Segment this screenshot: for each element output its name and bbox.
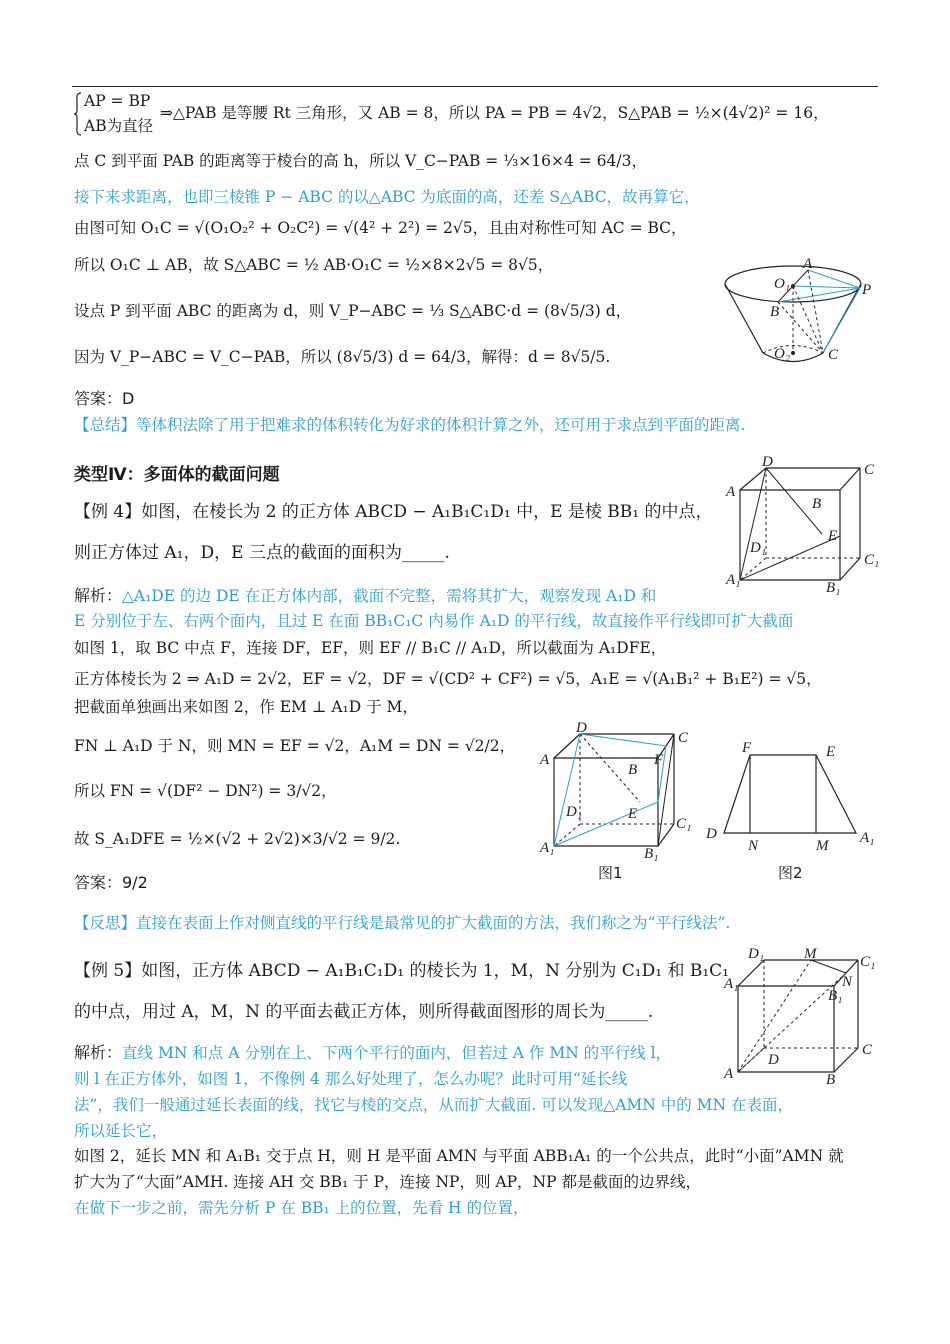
- solution4-line-3: 把截面单独画出来如图 2，作 EM ⊥ A₁D 于 M，: [74, 698, 418, 716]
- solution-line-4: 由图可知 O₁C = √(O₁O₂² + O₂C²) = √(4² + 2²) = 2√5，且由对称性可知 AC = BC，: [74, 219, 687, 237]
- solution-line-5: 所以 O₁C ⊥ AB，故 S△ABC = ½ AB·O₁C = ½×8×2√5 = 8√5，: [74, 256, 554, 274]
- solution5-line-1: 如图 2，延长 MN 和 A₁B₁ 交于点 H，则 H 是平面 AMN 与平面 ABB₁A₁ 的一个公共点，此时“小面”AMN 就: [74, 1147, 844, 1165]
- top-rule: [72, 86, 878, 87]
- brace-icon: [74, 92, 82, 136]
- system-top: AP = BP: [84, 92, 151, 110]
- reflection-tag: 【反思】: [74, 914, 137, 932]
- cube-figure-ex4: [726, 456, 886, 596]
- cube-figure-ex5: [724, 944, 884, 1088]
- solution4-line-6: 故 S_A₁DFE = ½×(√2 + 2√2)×3/√2 = 9/2.: [74, 830, 401, 848]
- example4-line-2: 则正方体过 A₁，D，E 三点的截面的面积为_____.: [74, 543, 450, 563]
- fig1-label-c: C: [678, 730, 689, 746]
- frustum-label-c: C: [828, 347, 839, 363]
- example5-line-1: 【例 5】如图，正方体 ABCD − A₁B₁C₁D₁ 的棱长为 1，M，N 分别为 C₁D₁ 和 B₁C₁: [74, 961, 729, 981]
- fig2-label-a1: A₁: [860, 830, 875, 846]
- fig1-label-d: D: [576, 720, 587, 736]
- frustum-figure: [718, 258, 878, 368]
- analysis5-line-4: 所以延长它，: [74, 1122, 168, 1140]
- reflection-line: [74, 912, 730, 934]
- ex5-label-a1: A₁: [724, 976, 739, 992]
- ex4-label-b: B: [812, 496, 822, 512]
- solution5-line-2: 扩大为了“大面”AMH. 连接 AH 交 BB₁ 于 P，连接 NP，则 AP，NP 都是截面的边界线，: [74, 1173, 701, 1191]
- ex5-label-d: D: [768, 1052, 779, 1068]
- solution4-line-2: 正方体棱长为 2 ⇒ A₁D = 2√2，EF = √2，DF = √(CD² + CF²) = √5，A₁E = √(A₁B₁² + B₁E²) = √5，: [74, 670, 822, 688]
- ex4-label-d: D: [762, 454, 773, 470]
- figure-1-caption: 图1: [598, 864, 623, 882]
- fig1-label-a1: A₁: [540, 840, 555, 856]
- frustum-label-o2: O₂: [774, 346, 791, 362]
- analysis5-line-3: 法”，我们一般通过延长表面的线，找它与棱的交点，从而扩大截面. 可以发现△AMN 中的 MN 在表面，: [74, 1096, 794, 1114]
- fig2-label-d: D: [706, 826, 717, 842]
- fig1-label-d1: D₁: [566, 804, 583, 820]
- fig2-label-n: N: [748, 838, 759, 854]
- fig2-label-f: F: [742, 740, 752, 756]
- example5-line-2: 的中点，用过 A，M，N 的平面去截正方体，则所得截面图形的周长为_____.: [74, 1002, 654, 1022]
- ex4-label-a1: A₁: [726, 572, 741, 588]
- solution-line-1: ⇒△PAB 是等腰 Rt 三角形，又 AB = 8，所以 PA = PB = 4√2，S△PAB = ½×(4√2)² = 16，: [160, 104, 829, 122]
- frustum-label-a: A: [803, 256, 813, 272]
- frustum-label-o1: O₁: [774, 276, 791, 292]
- analysis5-text-1: 直线 MN 和点 A 分别在上、下两个平行的面内，但若过 A 作 MN 的平行线 l，: [122, 1044, 672, 1062]
- frustum-label-b: B: [770, 304, 780, 320]
- solution-line-7: 因为 V_P−ABC = V_C−PAB，所以 (8√5/3) d = 64/3，解得：d = 8√5/5.: [74, 348, 611, 366]
- summary-text: 等体积法除了用于把难求的体积转化为好求的体积计算之外，还可用于求点到平面的距离.: [136, 416, 746, 434]
- fig1-label-c1: C₁: [676, 816, 692, 832]
- reflection-text: 直接在表面上作对侧直线的平行线是最常见的扩大截面的方法，我们称之为“平行线法”.: [136, 914, 731, 932]
- summary-line: [74, 414, 745, 436]
- ex5-label-a: A: [724, 1066, 734, 1082]
- analysis-line-1: [74, 585, 656, 607]
- frustum-label-p: P: [862, 282, 872, 298]
- fig1-label-b1: B₁: [644, 846, 659, 862]
- ex4-label-c1: C₁: [864, 552, 880, 568]
- ex5-label-c: C: [862, 1042, 873, 1058]
- answer-line: 答案：D: [74, 389, 135, 408]
- answer4-line: 答案：9/2: [74, 873, 148, 892]
- fig1-label-f: F: [654, 752, 664, 768]
- analysis5-line-1: [74, 1042, 671, 1064]
- ex5-label-m: M: [804, 946, 817, 962]
- fig1-label-b: B: [628, 762, 638, 778]
- trapezoid-figure-2: [704, 740, 884, 854]
- ex5-label-c1: C₁: [860, 954, 876, 970]
- analysis-text-1: △A₁DE 的边 DE 在正方体内部，截面不完整，需将其扩大，观察发现 A₁D 和: [122, 587, 657, 605]
- ex5-label-n: N: [842, 974, 853, 990]
- fig1-label-e: E: [628, 806, 638, 822]
- summary-tag: 【总结】: [74, 416, 137, 434]
- system-bottom: AB为直径: [84, 117, 154, 135]
- analysis-line-2: E 分别位于左、右两个面内，且过 E 在面 BB₁C₁C 内易作 A₁D 的平行线，故直接作平行线即可扩大截面: [74, 612, 794, 630]
- solution4-line-4: FN ⊥ A₁D 于 N，则 MN = EF = √2，A₁M = DN = √2/2，: [74, 737, 516, 755]
- solution4-line-1: 如图 1，取 BC 中点 F，连接 DF，EF，则 EF // B₁C // A₁D，所以截面为 A₁DFE，: [74, 639, 667, 657]
- ex4-label-a: A: [726, 484, 736, 500]
- fig1-label-a: A: [540, 752, 550, 768]
- cube-figure-1: [540, 720, 700, 860]
- analysis-label: 解析：: [74, 586, 123, 605]
- solution5-line-3: 在做下一步之前，需先分析 P 在 BB₁ 上的位置，先看 H 的位置，: [74, 1199, 529, 1217]
- fig2-label-m: M: [816, 838, 829, 854]
- ex4-label-c: C: [864, 462, 875, 478]
- ex4-label-e: E: [828, 528, 838, 544]
- solution-line-2: 点 C 到平面 PAB 的距离等于棱台的高 h，所以 V_C−PAB = ⅓×16×4 = 64/3，: [74, 152, 647, 170]
- ex5-label-b1: B₁: [828, 988, 843, 1004]
- example4-line-1: 【例 4】如图，在棱长为 2 的正方体 ABCD − A₁B₁C₁D₁ 中，E 是棱 BB₁ 的中点，: [74, 502, 713, 522]
- figure-2-caption: 图2: [778, 864, 803, 882]
- ex5-label-b: B: [826, 1072, 836, 1088]
- solution-line-6: 设点 P 到平面 ABC 的距离为 d，则 V_P−ABC = ⅓ S△ABC·d = (8√5/3) d，: [74, 302, 632, 320]
- analysis5-label: 解析：: [74, 1043, 123, 1062]
- fig2-label-e: E: [826, 744, 836, 760]
- section-heading: 类型Ⅳ：多面体的截面问题: [74, 465, 280, 485]
- hint-line-3: 接下来求距离，也即三棱锥 P − ABC 的以△ABC 为底面的高，还差 S△ABC，故再算它，: [74, 188, 700, 206]
- solution4-line-5: 所以 FN = √(DF² − DN²) = 3/√2，: [74, 782, 337, 800]
- ex4-label-b1: B₁: [826, 580, 841, 596]
- analysis5-line-2: 则 l 在正方体外，如图 1，不像例 4 那么好处理了，怎么办呢？此时可用“延长线: [74, 1070, 628, 1088]
- ex5-label-d1: D₁: [748, 946, 765, 962]
- ex4-label-d1: D₁: [750, 540, 767, 556]
